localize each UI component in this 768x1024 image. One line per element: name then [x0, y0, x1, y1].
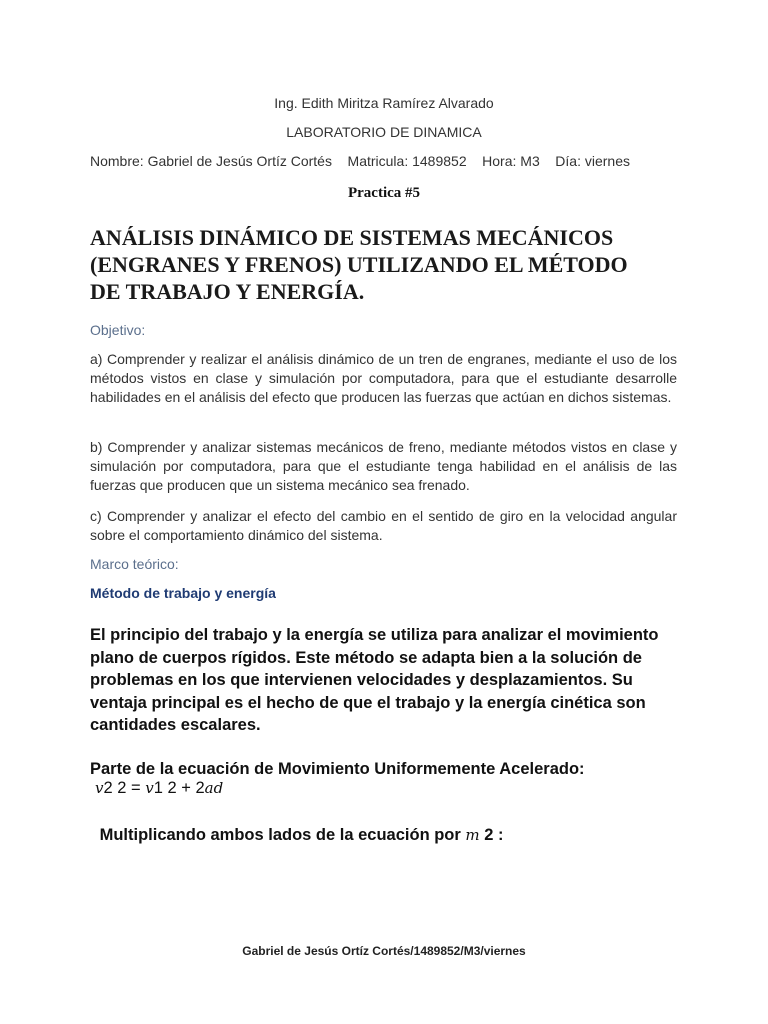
objective-item-b: b) Comprender y analizar sistemas mecánicos de freno, mediante métodos vistos en clase y simulación por computadora, para que el estudiante tenga habilidad en el análisis de las fuerzas que producen que un sistema mecánico sea frenado.	[90, 439, 677, 493]
principle-line: cantidades escalares.	[90, 716, 261, 734]
equation-symbol-v: 𝑣	[95, 779, 104, 797]
equation-symbol-v: 𝑣	[145, 779, 154, 797]
principle-line: El principio del trabajo y la energía se utiliza para analizar el movimiento	[90, 626, 659, 644]
lab-name: LABORATORIO DE DINAMICA	[286, 124, 482, 140]
student-info-line: Nombre: Gabriel de Jesús Ortíz Cortés Matricula: 1489852 Hora: M3 Día: viernes	[90, 153, 630, 169]
instructor-name: Ing. Edith Miritza Ramírez Alvarado	[274, 95, 494, 111]
equation-part: 2 2 =	[103, 779, 146, 797]
document-title	[90, 224, 690, 305]
page-footer: Gabriel de Jesús Ortíz Cortés/1489852/M3/viernes	[242, 944, 526, 958]
equation-part: 1 2 + 2	[153, 779, 205, 797]
principle-line: plano de cuerpos rígidos. Este método se adapta bien a la solución de	[90, 648, 642, 667]
title-line: ANÁLISIS DINÁMICO DE SISTEMAS MECÁNICOS	[90, 225, 614, 250]
objective-item-a: a) Comprender y realizar el análisis dinámico de un tren de engranes, mediante el uso de los métodos vistos en clase y simulación por computadora, para que el estudiante desarrolle habilidades en el análisis del efecto que producen las fuerzas que actúan en dichos sistemas.	[90, 351, 677, 405]
equation-intro: Parte de la ecuación de Movimiento Uniformemente Acelerado:	[90, 760, 585, 778]
title-line: (ENGRANES Y FRENOS) UTILIZANDO EL MÉTODO	[90, 252, 628, 277]
theory-heading: Marco teórico:	[90, 556, 179, 572]
objective-item-c: c) Comprender y analizar el efecto del cambio en el sentido de giro en la velocidad angular sobre el comportamiento dinámico del sistema.	[90, 508, 677, 543]
multiply-statement	[95, 826, 503, 845]
mass-symbol: 𝑚	[465, 826, 480, 844]
equation-symbol-ad: 𝑎𝑑	[204, 779, 224, 797]
method-heading: Método de trabajo y energía	[90, 585, 276, 601]
principle-line: ventaja principal es el hecho de que el trabajo y la energía cinética son	[90, 693, 646, 712]
kinematic-equation	[95, 779, 223, 798]
multiply-text: Multiplicando ambos lados de la ecuación por	[95, 826, 466, 844]
principle-paragraph	[90, 624, 690, 737]
principle-line: problemas en los que intervienen velocidades y desplazamientos. Su	[90, 671, 633, 689]
multiply-tail: 2 :	[479, 826, 504, 844]
title-line: DE TRABAJO Y ENERGÍA.	[90, 279, 365, 304]
practice-number: Practica #5	[347, 185, 421, 201]
objective-heading: Objetivo:	[90, 322, 146, 338]
